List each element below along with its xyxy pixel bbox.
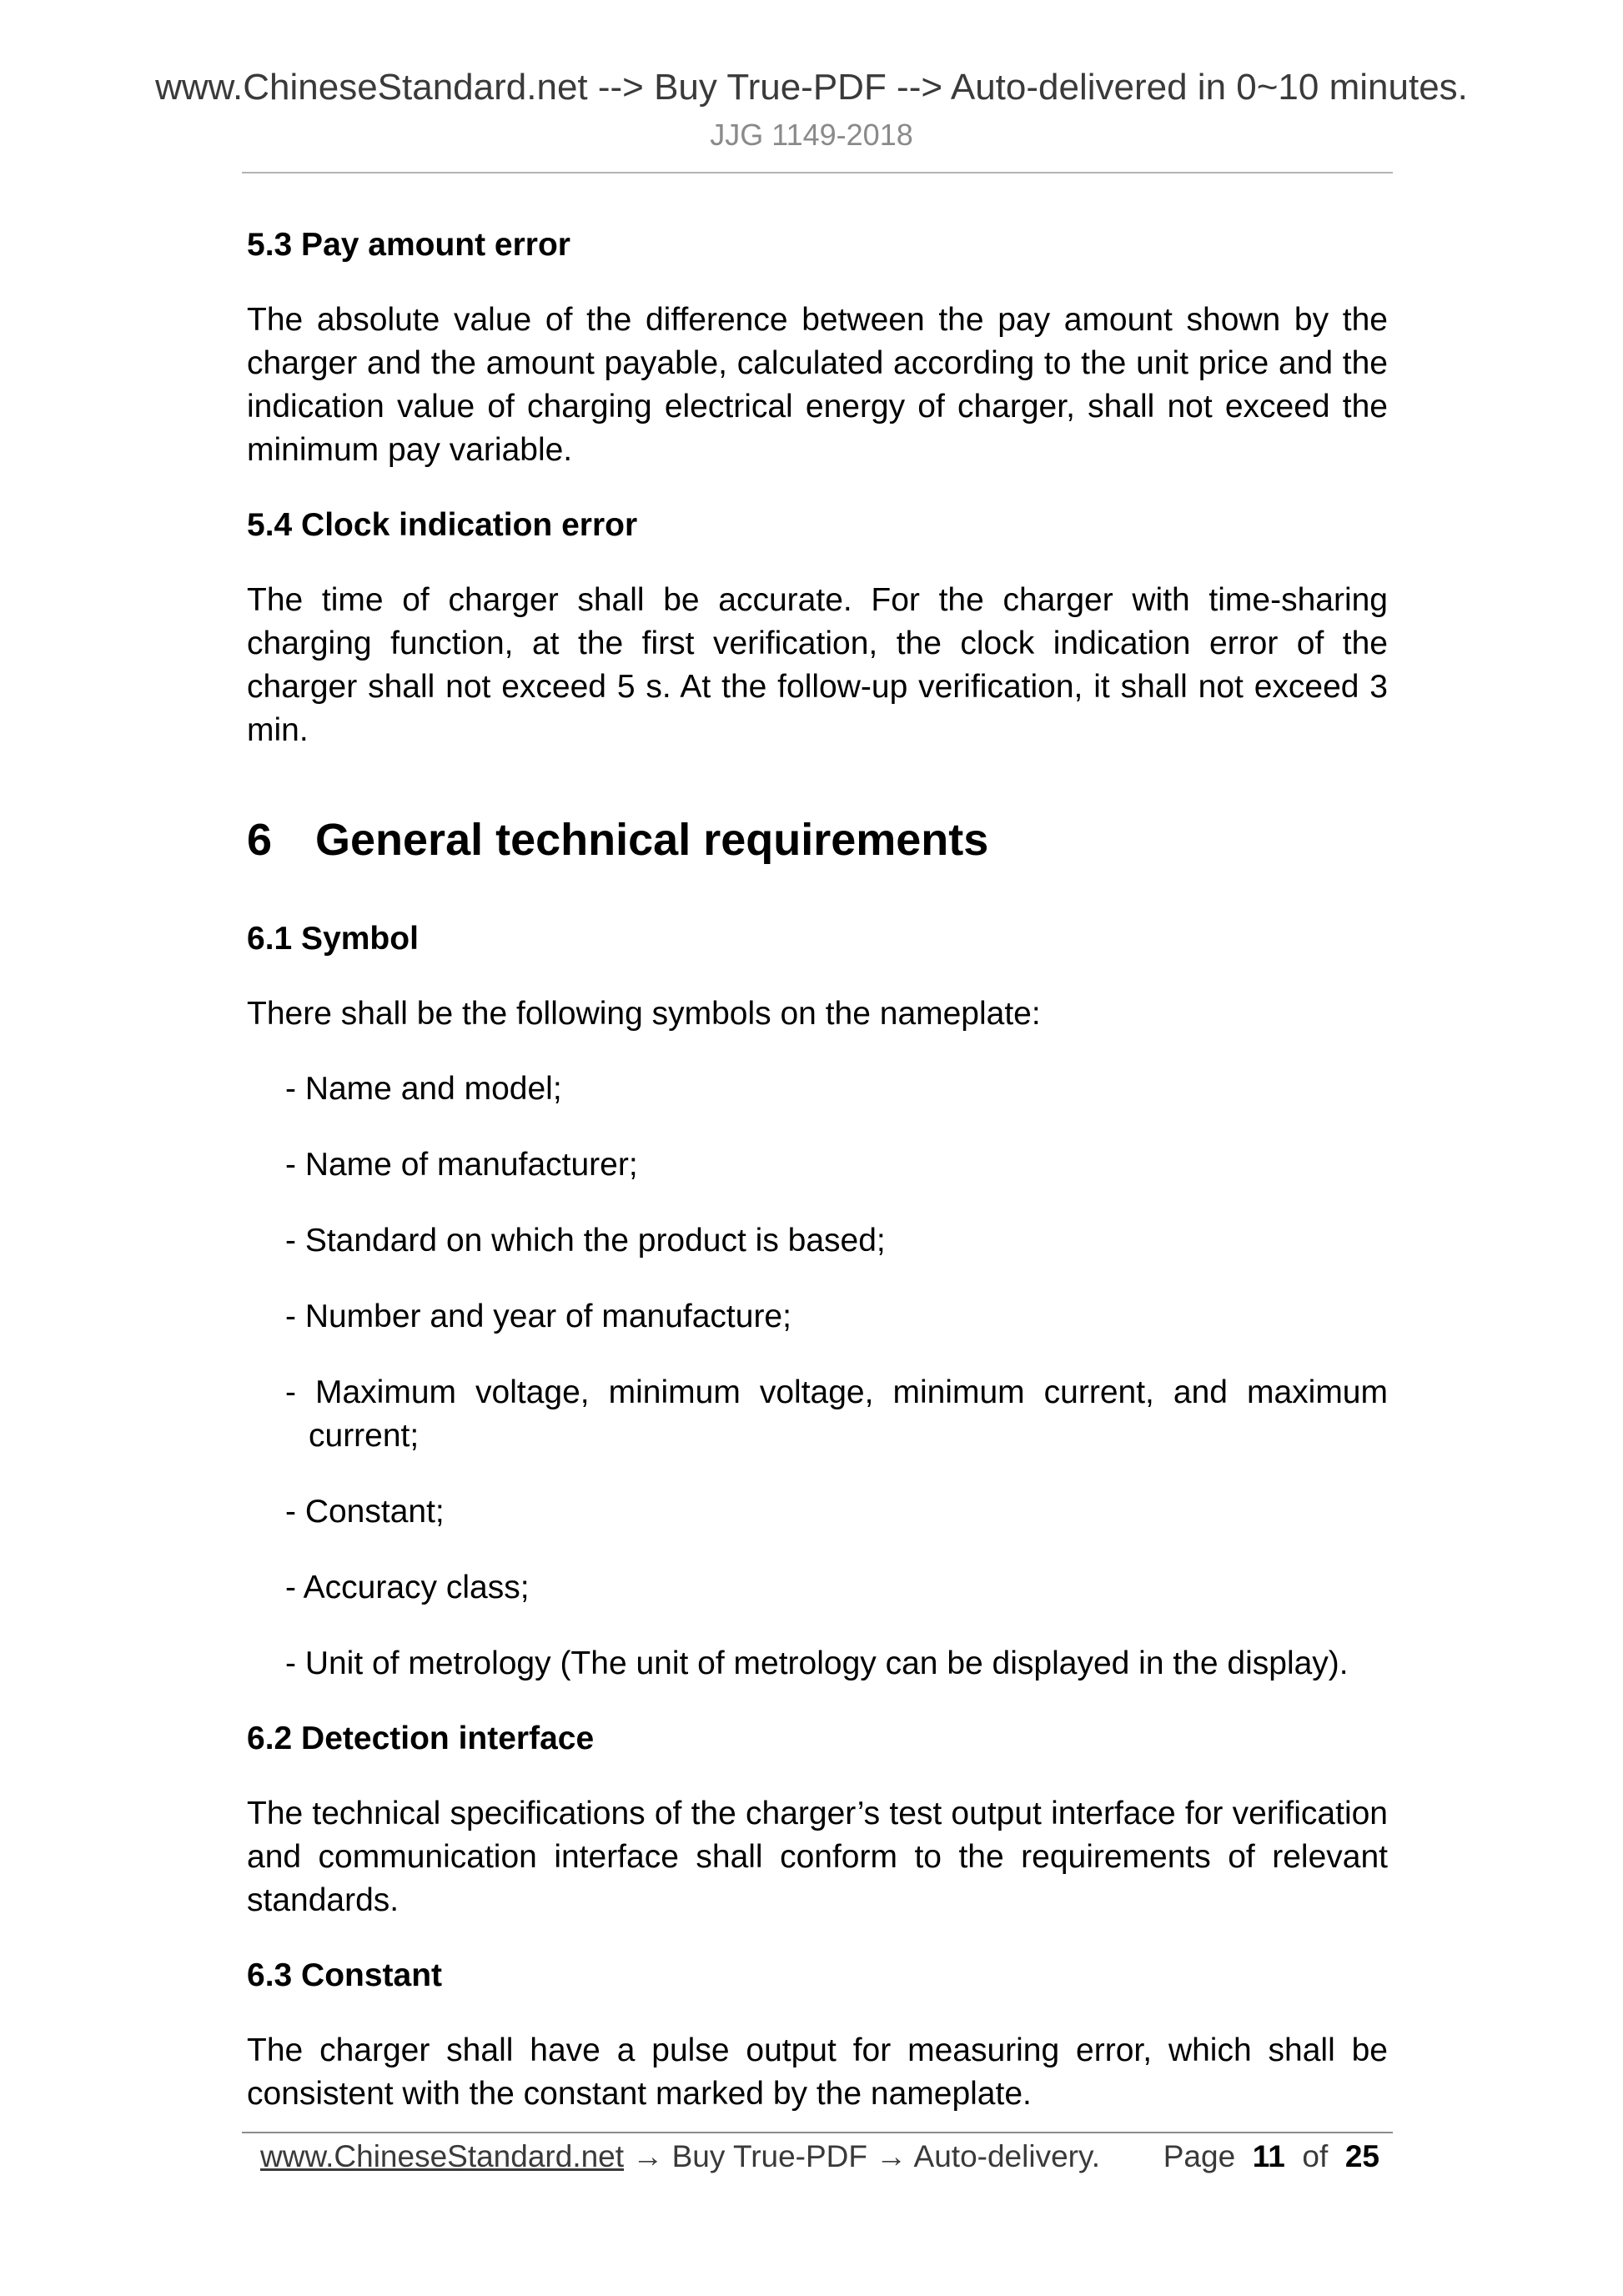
list-item: - Number and year of manufacture; xyxy=(285,1299,791,1334)
list-item: - Accuracy class; xyxy=(285,1570,530,1605)
list-item: - Name and model; xyxy=(285,1071,562,1107)
chapter-6-heading xyxy=(247,812,1388,867)
arrow-right-icon: → xyxy=(632,2139,664,2173)
section-5-3-text: The absolute value of the difference between the pay amount shown by the charger and the amount payable, calculated according to the unit price and the indication value of charging electrical energy of charger, shall not exceed the minimum pay variable. xyxy=(247,302,1388,468)
arrow-right-icon: → xyxy=(876,2139,907,2173)
header-banner: www.ChineseStandard.net --> Buy True-PDF --> Auto-delivered in 0~10 minutes. xyxy=(155,67,1468,108)
section-5-4-text: The time of charger shall be accurate. For the charger with time-sharing charging function, at the first verification, the clock indication error of the charger shall not exceed 5 s. At the follow-up verification, it shall not exceed 3 min. xyxy=(247,582,1388,748)
section-6-1-intro: There shall be the following symbols on the nameplate: xyxy=(247,996,1041,1032)
of-label: of xyxy=(1302,2139,1329,2173)
section-6-3-text: The charger shall have a pulse output for measuring error, which shall be consistent with the constant marked by the nameplate. xyxy=(247,2032,1388,2112)
section-6-2-text: The technical specifications of the charger’s test output interface for verification and communication interface shall conform to the requirements of relevant standards. xyxy=(247,1796,1388,1918)
header-divider xyxy=(242,172,1393,173)
footer-buy-text: Buy True-PDF xyxy=(671,2139,868,2173)
section-6-1-heading: 6.1 Symbol xyxy=(247,921,419,957)
nameplate-symbol-list xyxy=(247,1068,1388,1686)
page-label: Page xyxy=(1163,2139,1236,2173)
page-footer xyxy=(260,2135,1388,2178)
footer-delivery-text: Auto-delivery. xyxy=(913,2139,1101,2173)
list-item: - Standard on which the product is based; xyxy=(285,1223,886,1259)
list-item: - Unit of metrology (The unit of metrology can be displayed in the display). xyxy=(285,1645,1349,1681)
total-pages: 25 xyxy=(1344,2139,1379,2173)
page-number xyxy=(1163,2135,1379,2178)
section-5-3-heading: 5.3 Pay amount error xyxy=(247,227,570,263)
chapter-number: 6 xyxy=(247,815,273,865)
footer-site-link[interactable]: www.ChineseStandard.net xyxy=(260,2139,625,2173)
page-content xyxy=(247,224,1388,2148)
current-page: 11 xyxy=(1252,2139,1285,2173)
list-item: - Constant; xyxy=(285,1494,445,1530)
section-5-4-heading: 5.4 Clock indication error xyxy=(247,507,638,543)
list-item: - Maximum voltage, minimum voltage, minimum current, and maximum current; xyxy=(285,1374,1388,1454)
section-6-3-heading: 6.3 Constant xyxy=(247,1957,443,1993)
chapter-title: General technical requirements xyxy=(315,815,989,865)
footer-divider xyxy=(242,2132,1393,2133)
section-6-2-heading: 6.2 Detection interface xyxy=(247,1721,595,1756)
list-item: - Name of manufacturer; xyxy=(285,1147,638,1183)
document-id: JJG 1149-2018 xyxy=(710,118,913,152)
